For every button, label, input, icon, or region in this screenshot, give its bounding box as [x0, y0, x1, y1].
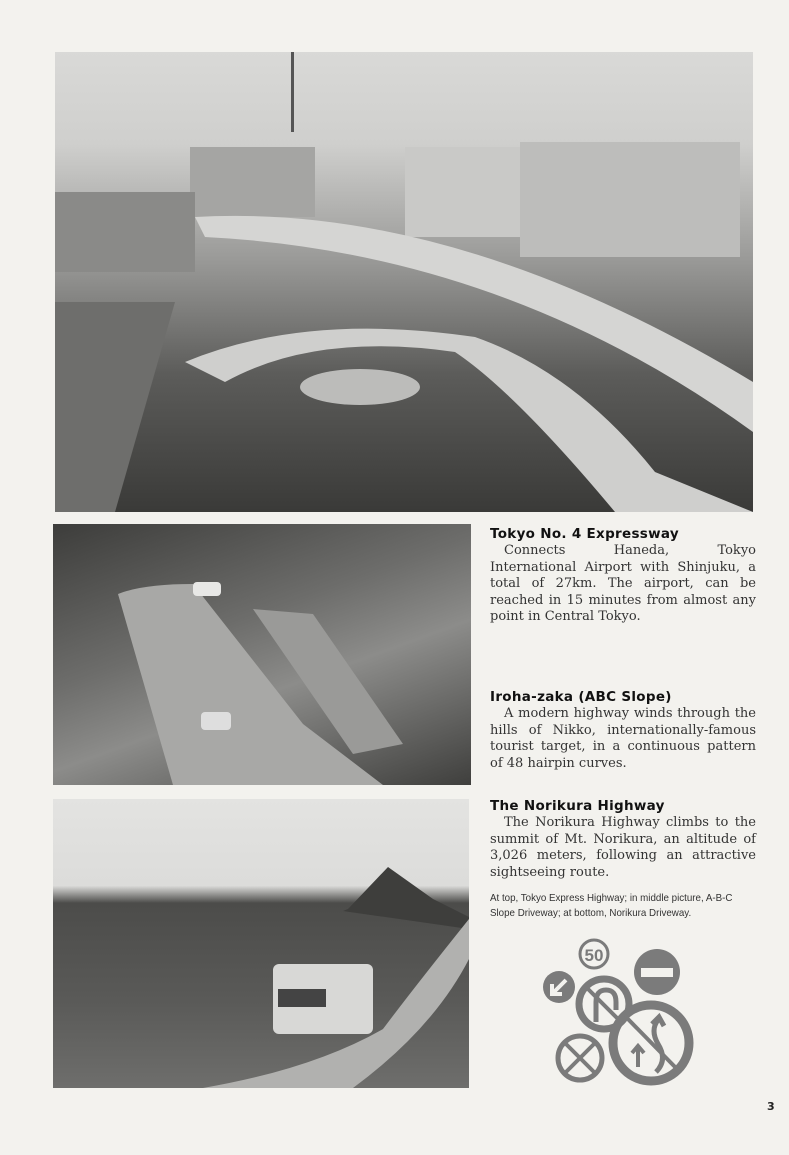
no-overtaking-sign-icon — [613, 1005, 689, 1081]
no-crossing-sign-icon — [558, 1036, 602, 1080]
no-entry-sign-icon — [634, 949, 680, 995]
photo-tokyo-expressway — [55, 52, 753, 512]
section-text-tokyo-expressway: Connects Haneda, Tokyo International Airport with Shinjuku, a total of 27km. The airport, can be reached in 15 minutes from almost any point in Central Tokyo. — [490, 543, 756, 624]
section-title-iroha-zaka: Iroha-zaka (ABC Slope) — [490, 689, 672, 705]
speed-limit-sign-icon — [580, 940, 608, 968]
section-title-norikura: The Norikura Highway — [490, 798, 665, 814]
photo-norikura-highway — [53, 799, 469, 1088]
speed-limit-value: 50 — [584, 946, 604, 965]
road-signs-illustration — [538, 932, 698, 1090]
section-title-tokyo-expressway: Tokyo No. 4 Expressway — [490, 526, 679, 542]
photo-iroha-zaka — [53, 524, 471, 785]
photo-caption: At top, Tokyo Express Highway; in middle picture, A-B-C Slope Driveway; at bottom, Norikura Driveway. — [490, 892, 733, 919]
page-number: 3 — [767, 1100, 775, 1113]
section-text-iroha-zaka: A modern highway winds through the hills of Nikko, internationally-famous tourist target, in a continuous pattern of 48 hairpin curves. — [490, 706, 756, 771]
section-text-norikura: The Norikura Highway climbs to the summit of Mt. Norikura, an altitude of 3,026 meters, following an attractive sightseeing route. — [490, 815, 756, 880]
left-turn-arrow-sign-icon — [543, 971, 575, 1003]
